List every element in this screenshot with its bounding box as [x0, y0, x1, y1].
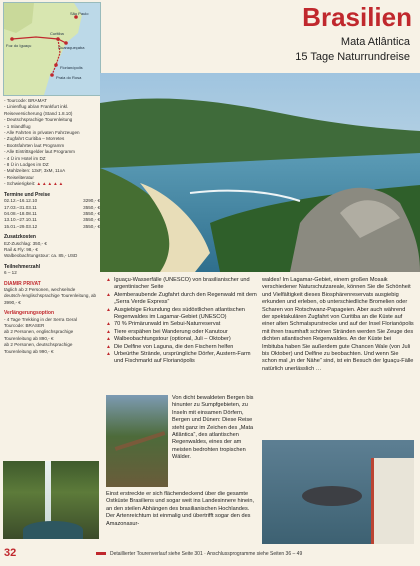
- private-section: [4, 281, 100, 307]
- difficulty-label: - Schwierigkeit:: [4, 181, 36, 187]
- price: 3550,- €: [83, 223, 100, 229]
- dates-title: Termine und Preise: [4, 191, 51, 198]
- price: 3550,- €: [83, 217, 100, 223]
- extras-section: [4, 234, 100, 260]
- whale-shape: [302, 486, 362, 506]
- page-number: 32: [4, 547, 17, 559]
- sidebar-item: - Alle Eintrittsgelder laut Programm: [4, 149, 75, 155]
- date: 13.10.–27.10.11: [4, 217, 37, 223]
- highlights-list: [106, 277, 258, 366]
- sidebar-item: - Linienflug ab/an Frankfurt inkl. Reiseversicherung (Stand 1.8.10): [4, 104, 73, 116]
- highlights-column: [106, 277, 258, 366]
- body-text: Einst erstreckte er sich flächendeckend über die gesamte Ostküste Brasiliens und sogar weit ins Landesinnere hinein, an den steilen Abhängen des brasilianischen Hochlandes. Der Artenreichtum ist einmalig und übertrifft sogar den des Amazonasur-: [106, 491, 255, 527]
- date: 15.01.–29.03.12: [4, 223, 38, 229]
- extras-title: Zusatzkosten: [4, 234, 36, 241]
- participants-value: 6 – 12: [4, 270, 17, 276]
- boat-shape: [371, 458, 414, 544]
- private-title: DIAMIR PRIVAT: [4, 280, 41, 287]
- extra-item: Rail & Fly: 98,- €: [4, 246, 38, 252]
- tour-info-sidebar: [4, 98, 100, 355]
- map-label: Florianópolis: [60, 65, 83, 70]
- extension-item: Tourcode: BRASER: [4, 323, 45, 328]
- highlight-item: ▲ Ausgiebige Erkundung des südöstlichen atlantischen Regenwaldes im Lagamar-Gebiet (UNESCO): [106, 307, 258, 322]
- route-map: [3, 2, 101, 96]
- highlight-item: ▲ Tiere erspähen bei Wanderung oder Kanutour: [106, 329, 258, 336]
- footer-marker: [96, 552, 106, 555]
- extra-item: EZ-Zuschlag: 350,- €: [4, 240, 47, 246]
- date: 04.08.–18.08.11: [4, 210, 37, 216]
- whale-photo: [262, 440, 414, 544]
- date-row: [4, 224, 100, 230]
- train-bridge-photo: [106, 395, 168, 487]
- highlight-item: ▲ Atemberaubende Zugfahrt durch den Regenwald mit dem „Serra Verde Express“: [106, 292, 258, 307]
- coast-photo: [100, 73, 420, 272]
- sidebar-item: - Zugfahrt Curitiba – Morretes: [4, 136, 65, 142]
- sidebar-item: - 8 Ü in Lodges im DZ: [4, 162, 49, 168]
- body-text-column-2: waldes! Im Lagamar-Gebiet, einem großen Mosaik verschiedener Naturschutzareale, können Sie die Schönheit und Vielfältigkeit dieses Biosphärenreservats ausgiebig erkunden und erleben, ob unterschiedliche Bromelien oder Scharen von Rotschwanz-Papageien. Aber auch während der spektakulären Zugfahrt von Curitiba an die Küste auf einer alten Schmalspurstrecke und auf der Insel Florianópolis mit ihren traumhaft schönen Stränden werden Sie Zeuge des dichten atlantischen Regenwaldes. An der Küste bei Imbituba haben Sie außerdem gute Chancen Wale (von Juli bis Oktober) und Delfine zu beobachten. Und wenn Sie schon mal „in der Nähe“ sind, ist ein Besuch der Iguaçu-Fälle natürlich unerlässlich …: [262, 277, 414, 372]
- sidebar-item: - Reiseliteratur: [4, 174, 34, 180]
- extension-item: ab 2 Personen, englischsprachige Tourenleitung ab 890,- €: [4, 329, 74, 341]
- highlight-item: ▲ 70 % Primärurwald im Sebui-Naturreservat: [106, 321, 258, 328]
- highlight-item: ▲ Iguaçu-Wasserfälle (UNESCO) von brasilianischer und argentinischer Seite: [106, 277, 258, 292]
- difficulty-rating: ▲▲▲▲▲: [36, 181, 65, 187]
- dates-section: [4, 192, 100, 230]
- extension-title: Verlängerungsoption: [4, 310, 55, 317]
- sidebar-item: - Alle Fahrten in privaten Fahrzeugen: [4, 130, 80, 136]
- sidebar-item: - Bootsfahrten laut Programm: [4, 142, 65, 148]
- date: 02.12.–16.12.10: [4, 198, 38, 204]
- sidebar-item: - Mahlzeiten: 13xF, 3xM, 11xA: [4, 168, 66, 174]
- waterfall-pool: [23, 521, 83, 539]
- participants-section: [4, 264, 100, 277]
- bridge-shape: [115, 431, 166, 451]
- map-graphic: [4, 3, 100, 95]
- participants-title: Teilnehmerzahl: [4, 263, 41, 270]
- extension-section: [4, 310, 100, 355]
- coast-graphic: [100, 73, 420, 272]
- page-title: Brasilien: [302, 2, 412, 32]
- highlight-item: ▲ Walbeobachtungstour (optional, Juli – Oktober): [106, 336, 258, 343]
- map-label: Praia do Rosa: [56, 75, 82, 80]
- map-label: Foz do Iguaçu: [6, 43, 32, 48]
- footer-text: Detaillierter Tourenverlauf siehe Seite 301 · Anschlussprogramme siehe Seiten 36 – 49: [110, 551, 303, 557]
- highlight-item: ▲ Urbeürthe Strände, ursprüngliche Dörfer, Austern-Farm und Fischmarkt auf Florianópolis: [106, 351, 258, 366]
- waterfall-photo: [3, 461, 99, 539]
- private-text: täglich ab 2 Personen, wechselnde deutsch-/englischsprachige Tourenleitung, ab 3990,- €: [4, 286, 97, 305]
- price: 3550,- €: [83, 204, 100, 210]
- sidebar-item: - 4 Ü im Hotel im DZ: [4, 155, 46, 161]
- price: 3550,- €: [83, 210, 100, 216]
- page-subtitle: Mata Atlântica: [340, 36, 410, 48]
- map-label: Curitiba: [50, 31, 64, 36]
- extension-item: ab 2 Personen, deutschsprachige Tourenleitung ab 990,- €: [4, 342, 73, 354]
- difficulty-row: [4, 181, 100, 187]
- sidebar-item: - 1 Inlandflug: [4, 123, 31, 129]
- intro-text: Von dicht bewaldeten Bergen bis hinunter zu Sumpfgebieten, zu Inseln mit einsamen Dörfern, Bergen und Dünen: Diese Reise steht ganz im Zeichen des „Mata Atlântica“, des atlantischen Regenwaldes, eines der am meisten bedrohten tropischen Wälder.: [172, 395, 254, 461]
- price: 3290,- €: [83, 198, 100, 204]
- extra-item: Walbeobachtungstour: ca. 85,- USD: [4, 253, 78, 259]
- map-label: Guaraqueçaba: [58, 45, 85, 50]
- highlight-item: ▲ Die Delfine von Laguna, die den Fischern helfen: [106, 344, 258, 351]
- sidebar-item: - Deutschsprachige Tourenleitung: [4, 117, 73, 123]
- tour-code-text: - Tourcode: BRAMAT: [4, 98, 47, 103]
- map-label: São Paulo: [70, 11, 89, 16]
- page-subtitle-2: 15 Tage Naturrundreise: [295, 51, 410, 63]
- extension-item: - 4 Tage Trekking in der Serra Geral: [4, 316, 77, 322]
- date: 17.03.–31.03.11: [4, 204, 37, 210]
